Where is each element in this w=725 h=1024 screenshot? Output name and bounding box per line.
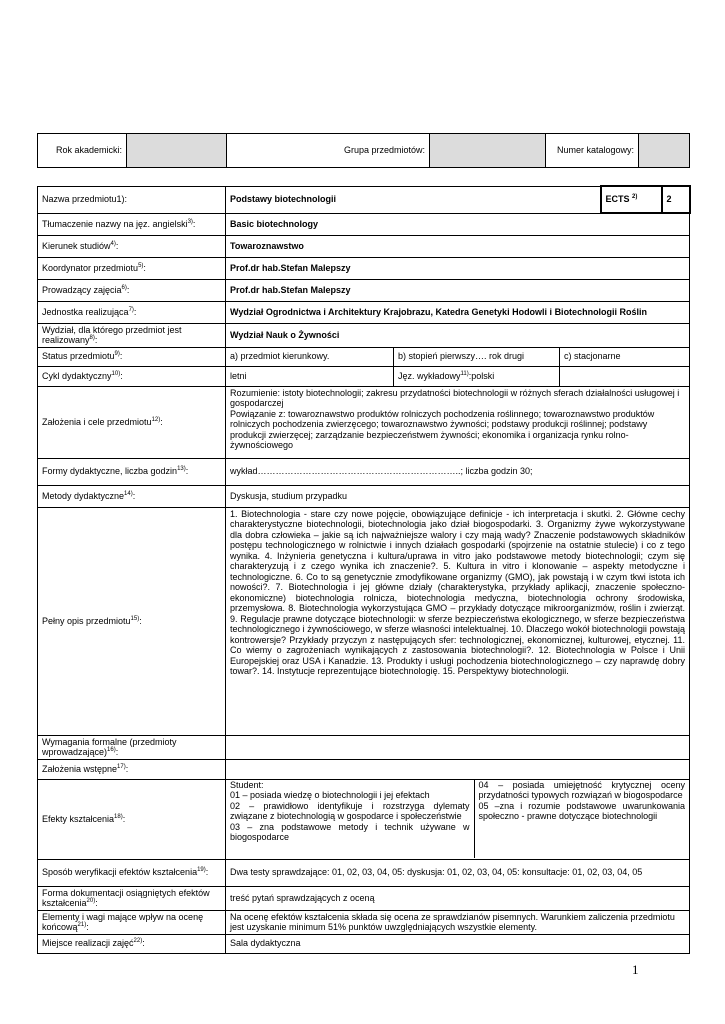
ects-label: ECTS $^{2)}$ [601,186,662,213]
formy-label: Formy dydaktyczne, liczba godzin$^{13)}$: [38,458,226,485]
row-sposob [38,859,690,886]
cykl-label: Cykl dydaktyczny$^{10)}$: [38,366,226,386]
jezyk-label: Jęz. wykładowy$^{11)}$:polski [394,366,560,386]
kierunek-value: Towaroznawstwo [226,235,690,257]
rok-label: Rok akademicki: [38,134,127,168]
tlumaczenie-value: Basic biotechnology [226,213,690,235]
zalozenia-wstepne-label: Założenia wstępne$^{17)}$: [38,759,226,779]
miejsce-label: Miejsce realizacji zajęć$^{22)}$: [38,934,226,953]
rok-value[interactable] [127,134,227,168]
nazwa-label: Nazwa przedmiotu1): [38,186,226,213]
numer-value[interactable] [639,134,690,168]
row-zalozenia [38,386,690,458]
row-status [38,347,690,366]
miejsce-value: Sala dydaktyczna [226,934,690,953]
row-prowadzacy [38,279,690,301]
status-a: a) przedmiot kierunkowy. [226,347,394,366]
kierunek-label: Kierunek studiów$^{4)}$: [38,235,226,257]
jednostka-value: Wydział Ogrodnictwa i Architektury Krajobrazu, Katedra Genetyki Hodowli i Biotechnologii Roślin [226,301,690,323]
forma-value: treść pytań sprawdzających z oceną [226,886,690,910]
page-number: 1 [632,962,639,977]
efekty-left: Student: 01 – posiada wiedzę o biotechnologii i jej efektach 02 – prawidłowo identyfikuje i rozstrzyga dylematy związane z biotechnologią w gospodarce i społeczeństwie 03 – zna podstawowe metody i technik używane w biogospodarce [230,780,474,858]
wymagania-value [226,735,690,759]
efekty-value [226,779,690,859]
header-table [37,133,690,168]
wymagania-label: Wymagania formalne (przedmioty wprowadzające)$^{16)}$: [38,735,226,759]
status-label: Status przedmiotu$^{9)}$: [38,347,226,366]
row-efekty [38,779,690,859]
prowadzacy-label: Prowadzący zajęcia$^{6)}$: [38,279,226,301]
elementy-value: Na ocenę efektów kształcenia składa się ocena ze sprawdzianów pisemnych. Warunkiem zaliczenia przedmiotu jest uzyskanie minimum 51% punktów uwzględniających wszystkie elementy. [226,910,690,934]
wydzial-label: Wydział, dla którego przedmiot jest realizowany$^{8)}$: [38,323,226,347]
efekty-label: Efekty kształcenia$^{18)}$: [38,779,226,859]
row-jednostka [38,301,690,323]
sposob-value: Dwa testy sprawdzające: 01, 02, 03, 04, 05: dyskusja: 01, 02, 03, 04, 05: konsultacje: 01, 02, 03, 04, 05 [226,859,690,886]
prowadzacy-value: Prof.dr hab.Stefan Malepszy [226,279,690,301]
metody-value: Dyskusja, studium przypadku [226,485,690,507]
koordynator-value: Prof.dr hab.Stefan Malepszy [226,257,690,279]
jezyk-extra [560,366,690,386]
row-wymagania [38,735,690,759]
nazwa-value: Podstawy biotechnologii [226,186,601,213]
opis-value: 1. Biotechnologia - stare czy nowe pojęcie, obowiązujące definicje - ich interpretacja i skutki. 2. Główne cechy charakterystyczne biotechnologii, biotechnologia jako dział biogospodarki. 3. Organizmy żywe wykorzystywane dla dobra człowieka – jakie są ich najważniejsze walory i czy mają wady? Znaczenie podstawowych składników postępu technologicznego w rolnictwie i innych działach gospodarki (spojrzenie na ostatnie stulecie) i co z tego wynika. 4. Inżynieria genetyczna i kultura/uprawa in vitro jako podstawowe metody biotechnologii; czym się charakteryzują i z czego wynika ich znaczenie?. 5. Kultura in vitro i klonowanie – aspekty metodyczne i technologiczne. 6. Co to są genetycznie zmodyfikowane organizmy (GMO), jak powstają i w czym tkwi istota ich nowości?. 7. Biotechnologia i jej główne działy (charakterystyka, przykłady aplikacji, znaczenie społeczno-ekonomiczne) biotechnologia rolnicza, biotechnologia medyczna, biotechnologia ochrony środowiska, przemysłowa. 8. Biotechnologia wykorzystująca GMO – przykłady dotyczące mikroorganizmów, roślin i zwierząt. 9. Regulacje prawne dotyczące biotechnologii: w sferze bezpieczeństwa ekologicznego, w sferze bezpieczeństwa technologicznego i żywnościowego, w sferze własności intelektualnej. 10. Dlaczego wokół biotechnologii powstają kontrowersje? Przykłady przyczyn z następujących sfer: technologicznej, ekonomicznej, kulturowej, etycznej. 11. Co wiemy o zagrożeniach wynikających z zastosowania biotechnologii?. 12. Biotechnologia w Polsce i Unii Europejskiej oraz USA i Kanadzie. 13. Produkty i usługi pochodzenia biotechnologicznego – czy naprawdę dobry towar?. 14. Instytucje reprezentujące biotechnologię. 15. Perspektywy biotechnologii. [226,507,690,735]
row-cykl [38,366,690,386]
grupa-label: Grupa przedmiotów: [227,134,430,168]
opis-label: Pełny opis przedmiotu$^{15)}$: [38,507,226,735]
formy-value: wykład…………………………………………………………..; liczba godzin 30; [226,458,690,485]
row-opis [38,507,690,735]
jednostka-label: Jednostka realizująca$^{7)}$: [38,301,226,323]
row-koordynator [38,257,690,279]
row-kierunek [38,235,690,257]
elementy-label: Elementy i wagi mające wpływ na ocenę końcową$^{21)}$: [38,910,226,934]
row-elementy [38,910,690,934]
koordynator-label: Koordynator przedmiotu$^{5)}$: [38,257,226,279]
ects-value: 2 [662,186,690,213]
efekty-right: 04 – posiada umiejętność krytycznej oceny przydatności typowych rozwiązań w biogospodarce 05 –zna i rozumie podstawowe uwarunkowania społeczno - prawne dotyczące biotechnologii [478,779,686,821]
row-nazwa [38,186,690,213]
row-metody [38,485,690,507]
tlumaczenie-label: Tłumaczenie nazwy na jęz. angielski$^{3)}$: [38,213,226,235]
zalozenia-value: Rozumienie: istoty biotechnologii; zakresu przydatności biotechnologii w różnych sferach działalności usługowej i gospodarczej Powiązanie z: towaroznawstwo produktów rolniczych pochodzenia roślinnego; towaroznawstwo produktów rolniczych pochodzenia zwierzęcego; towaroznawstwo żywności; podstawy produkcji roślinnej; podstawy produkcji zwierzęcej; zarządzanie bezpieczeństwem żywności; ekonomika i organizacja rynku rolno-żywnościowego [226,386,690,458]
zalozenia-wstepne-value [226,759,690,779]
cykl-value: letni [226,366,394,386]
course-table [37,185,691,954]
numer-label: Numer katalogowy: [546,134,639,168]
grupa-value[interactable] [430,134,546,168]
row-forma [38,886,690,910]
forma-label: Forma dokumentacji osiągniętych efektów kształcenia$^{20)}$: [38,886,226,910]
status-b: b) stopień pierwszy…. rok drugi [394,347,560,366]
wydzial-value: Wydział Nauk o Żywności [226,323,690,347]
row-tlumaczenie [38,213,690,235]
metody-label: Metody dydaktyczne$^{14)}$: [38,485,226,507]
row-formy [38,458,690,485]
row-miejsce [38,934,690,953]
row-zalozenia-wstepne [38,759,690,779]
zalozenia-label: Założenia i cele przedmiotu$^{12)}$: [38,386,226,458]
status-c: c) stacjonarne [560,347,690,366]
sposob-label: Sposób weryfikacji efektów kształcenia$^{19)}$: [38,859,226,886]
row-wydzial [38,323,690,347]
